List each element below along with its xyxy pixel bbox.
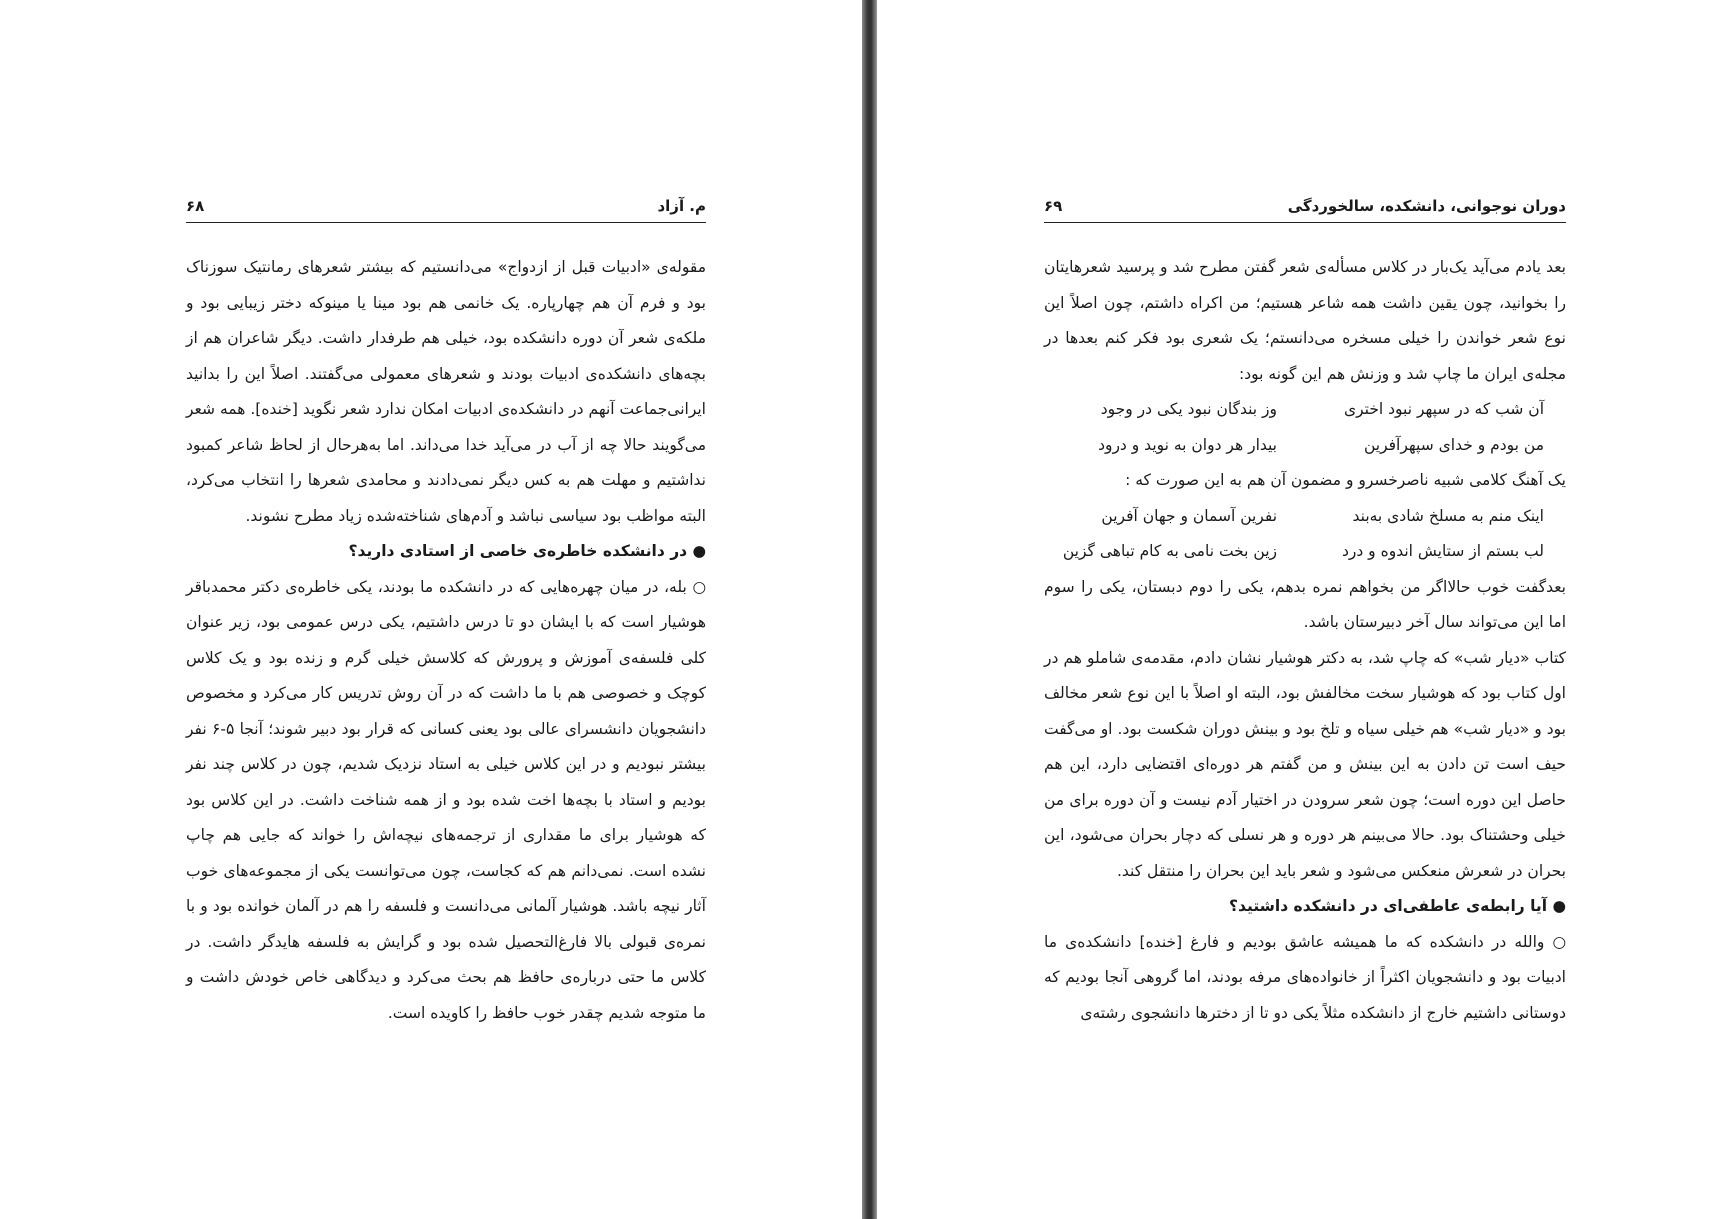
left-question: ● در دانشکده خاطره‌ی خاصی از استادی دارید؟	[348, 542, 706, 560]
left-page	[0, 0, 862, 1219]
right-header-rule	[1044, 222, 1566, 223]
left-running-header	[186, 193, 706, 219]
right-header-title: دوران نوجوانی، دانشکده، سالخوردگی	[1287, 197, 1566, 215]
right-after-verse-paragraph: بعدگفت خوب حالااگر من بخواهم نمره بدهم، یکی را دوم دبستان، یکی را سوم اما این می‌تواند سال آخر دبیرستان باشد.	[1044, 577, 1566, 631]
verse-hemistich: نفرین آسمان و جهان آفرین	[1101, 506, 1278, 525]
verse-hemistich: زین بخت نامی به کام تباهی گزین	[1062, 542, 1278, 560]
right-running-header	[1044, 193, 1566, 219]
verse-hemistich: آن شب که در سپهر نبود اختری	[1343, 400, 1544, 418]
right-page-number: ۶۹	[1044, 197, 1063, 215]
left-header-author: م. آزاد	[657, 197, 706, 215]
verse-hemistich: وز بندگان نبود یکی در وجود	[1100, 400, 1278, 418]
left-paragraph: مقوله‌ی «ادبیات قبل از ازدواج» می‌دانستیم که بیشتر شعرهای رمانتیک سوزناک بود و فرم آن هم چهارپاره. یک خانمی هم بود مینا یا مینوکه دختر زیبایی بود و ملکه‌ی شعر آن دوره دانشکده بود، خیلی هم طرفدار داشت. دیگر شاعران هم از بچه‌های دانشکده‌ی ادبیات بودند و شعرهای معمولی می‌گفتند. اصلاً این را بدانید ایرانی‌جماعت آنهم در دانشکده‌ی ادبیات امکان ندارد شعر نگوید [خنده]. همه شعر می‌گویند حالا چه از آب در می‌آید خدا می‌داند. اما به‌هرحال از لحاظ شاعر کمبود نداشتیم و مهلت هم به کس دیگر نمی‌دادند و محامدی شعرها را انتخاب می‌کرد، البته مواظب بود سیاسی نباشد و آدم‌های شناخته‌شده زیاد مطرح نشوند.	[186, 258, 706, 525]
left-header-rule	[186, 222, 706, 223]
verse-line	[1044, 428, 1566, 464]
left-page-number: ۶۸	[186, 197, 205, 215]
verse-hemistich: بیدار هر دوان به نوید و درود	[1098, 435, 1278, 454]
book-spine-gutter	[862, 0, 877, 1219]
verse-hemistich: لب بستم از ستایش اندوه و درد	[1341, 542, 1544, 560]
right-mid-paragraph: یک آهنگ کلامی شبیه ناصرخسرو و مضمون آن هم به این صورت که :	[1125, 471, 1566, 489]
right-paragraph: کتاب «دیار شب» که چاپ شد، به دکتر هوشیار نشان دادم، مقدمه‌ی شاملو هم در اول کتاب بود که هوشیار سخت مخالفش بود، البته او اصلاً با این نوع شعر مخالف بود و «دیار شب» هم خیلی سیاه و تلخ بود و بینش دوران شکست بود. او می‌گفت حیف است تن دادن به این بینش و من گفتم هر دوره‌ای اقتضایی دارد، این هم حاصل این دوره است؛ چون شعر سرودن در اختیار آدم نیست و آن دوره برای من خیلی وحشتناک بود. حالا می‌بینم هر دوره و هر نسلی که دچار بحران می‌شود، این بحران در شعرش منعکس می‌شود و شعر باید این بحران را منتقل کند.	[1044, 648, 1566, 880]
right-intro-paragraph: بعد یادم می‌آید یک‌بار در کلاس مسأله‌ی شعر گفتن مطرح شد و پرسید شعرهایتان را بخوانید، چون یقین داشت همه شاعر هستیم؛ من اکراه داشتم، چون اصلاً این نوع شعر خواندن را خیلی مسخره می‌دانستم؛ یک شعری بود فکر کنم بعدها در مجله‌ی ایران ما چاپ شد و وزنش هم این گونه بود:	[1044, 258, 1566, 383]
left-page-body	[186, 250, 706, 1031]
verse-line	[1044, 392, 1566, 428]
verse-line	[1044, 499, 1566, 535]
left-answer: ○ بله، در میان چهره‌هایی که در دانشکده ما بودند، یکی خاطره‌ی دکتر محمدباقر هوشیار است که با ایشان دو تا درس داشتیم، یکی درس عمومی بود، زیر عنوان کلی فلسفه‌ی آموزش و پرورش که کلاسش خیلی گرم و زنده بود و یک کلاس کوچک و خصوصی هم با ما داشت که در آن روش تدریس کار می‌کرد و مخصوص دانشجویان دانشسرای عالی بود یعنی کسانی که قرار بود دبیر شوند؛ آنجا ۵-۶ نفر بیشتر نبودیم و در این کلاس خیلی به استاد نزدیک شدیم، چون در کلاس چند نفر بودیم و استاد با بچه‌ها اخت شده بود و از همه شناخت داشت. در این کلاس بود که هوشیار برای ما مقداری از ترجمه‌های نیچه‌اش را خواند که جایی هم چاپ نشده است. نمی‌دانم هم که کجاست، چون می‌توانست یکی از مجموعه‌های خوب آثار نیچه باشد. هوشیار آلمانی می‌دانست و فلسفه را هم در آلمان خوانده بود و با نمره‌ی قبولی بالا فارغ‌التحصیل شده بود و گرایش به فلسفه هایدگر داشت. در کلاس ما حتی درباره‌ی حافظ هم بحث می‌کرد و دیدگاهی خاص خودش داشت و ما متوجه شدیم چقدر خوب حافظ را کاویده است.	[186, 577, 707, 1022]
right-answer: ○ والله در دانشکده که ما همیشه عاشق بودیم و فارغ [خنده] دانشکده‌ی ما ادبیات بود و دانشجویان اکثراً از خانواده‌های مرفه بودند، اما گروهی آنجا بودیم که دوستانی داشتیم خارج از دانشکده مثلاً یکی دو تا از دخترها دانشجوی رشته‌ی	[1044, 932, 1566, 1022]
right-page	[877, 0, 1734, 1219]
verse-hemistich: من بودم و خدای سپهرآفرین	[1363, 435, 1544, 454]
verse-line	[1044, 534, 1566, 570]
verse-hemistich: اینک منم به مسلخ شادی به‌بند	[1352, 506, 1544, 525]
right-page-body	[1044, 250, 1566, 1031]
right-question: ● آیا رابطه‌ی عاطفی‌ای در دانشکده داشتید؟	[1229, 897, 1566, 915]
